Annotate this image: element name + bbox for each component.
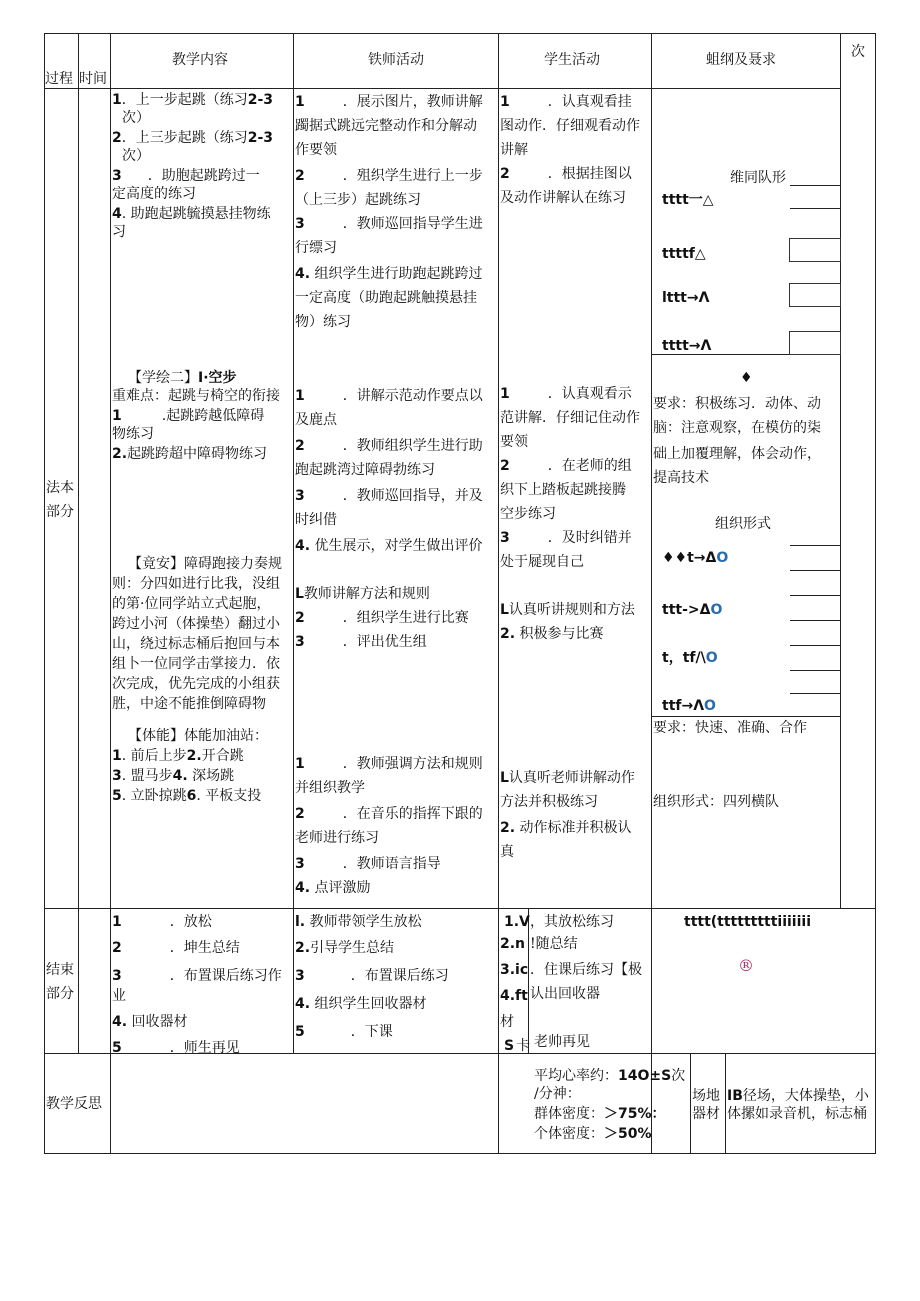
- text: ．教师组织学生进行助: [342, 438, 483, 454]
- num: L: [500, 770, 509, 786]
- text: 优生展示，对学生做出评价: [310, 538, 483, 554]
- text: 教师讲解方法和规则: [303, 586, 430, 602]
- text: ．放松: [169, 914, 212, 930]
- text: 材: [500, 1014, 514, 1030]
- num: 2.: [112, 446, 128, 462]
- ending-formation: tttt(tttttttttiiiiiii: [684, 914, 811, 930]
- text: ．上一步起跳（练习: [121, 92, 248, 108]
- text: /分神：: [534, 1086, 581, 1102]
- num: 2: [295, 806, 305, 822]
- col-rule-3: [293, 33, 294, 1053]
- text: ．及时纠错并: [547, 530, 632, 546]
- num: 1: [500, 386, 510, 402]
- text: . 立卧掠跳: [121, 788, 187, 804]
- text: 积极参与比赛: [515, 626, 604, 642]
- text: 平均心率约：: [534, 1068, 618, 1084]
- num: 4.: [295, 880, 311, 896]
- text: 习: [112, 224, 126, 240]
- num: 1: [295, 388, 305, 404]
- num: L: [295, 586, 304, 602]
- col-rule-5b: [690, 1053, 691, 1153]
- blank-line: [790, 570, 840, 571]
- blank-line: [790, 208, 840, 209]
- value: ＞75%：: [604, 1106, 666, 1122]
- formation-title: 维同队形: [730, 170, 786, 186]
- num: 5: [295, 1024, 305, 1040]
- text: 重难点：起跳与椅空的衔接: [112, 388, 280, 404]
- text: I·空步: [198, 370, 237, 386]
- col-rule-0: [44, 33, 45, 1153]
- num: 2-3: [247, 130, 274, 146]
- text: . 盟马步: [121, 768, 173, 784]
- text: 老帅再见: [534, 1034, 590, 1050]
- num: 2: [500, 166, 510, 182]
- text: 认真听老师讲解动作: [508, 770, 635, 786]
- num: 1: [295, 94, 305, 110]
- code: 3.ic: [500, 962, 529, 978]
- num: l.: [295, 914, 306, 930]
- reflection-label: 教学反思: [46, 1096, 102, 1112]
- text: 要求：积极练习．动体、动: [653, 396, 821, 412]
- text: 组织学生回收器材: [310, 996, 427, 1012]
- num: 3: [500, 530, 510, 546]
- text: 组卜一位同学击掌接力．依: [112, 656, 280, 672]
- col-rule-7: [875, 33, 876, 1153]
- text: 群体密度：: [534, 1106, 604, 1122]
- text: 组织学生进行助跑起跳跨过: [310, 266, 483, 282]
- text: 次）: [122, 110, 150, 126]
- col-rule-4: [498, 33, 499, 1153]
- num: 3: [295, 216, 305, 232]
- header-organization: 蛆纲及聂求: [706, 52, 776, 68]
- text: 空步练习: [500, 506, 556, 522]
- text: .起跳跨越低障碍: [161, 408, 265, 424]
- header-student-activity: 学生活动: [544, 52, 600, 68]
- num: 1: [112, 748, 122, 764]
- code: 4.ft: [500, 988, 528, 1004]
- num: 4.: [295, 266, 311, 282]
- text: ．上三步起跳（练习: [121, 130, 248, 146]
- text: 回收器材: [127, 1014, 188, 1030]
- table-border-bottom: [44, 1153, 876, 1154]
- text: 跨过小河（体操垫）翻过小: [112, 616, 280, 632]
- num: 1: [295, 756, 305, 772]
- header-time: 时间: [79, 71, 107, 87]
- num: 4.: [295, 996, 311, 1012]
- blank-line: [790, 545, 840, 546]
- text: 并组织教学: [295, 780, 365, 796]
- formation-row: lttt→Λ: [662, 290, 710, 306]
- org-d-form: 组织形式：四列横队: [653, 794, 779, 810]
- text: 作要领: [295, 142, 337, 158]
- blank-line: [790, 185, 840, 186]
- value: 14O±S: [618, 1068, 672, 1084]
- text: 讲解: [500, 142, 528, 158]
- basic-label-line-2: 部分: [46, 504, 74, 520]
- text: 方法并积极练习: [500, 794, 598, 810]
- text: ．评出优生组: [342, 634, 427, 650]
- blank-line: [790, 645, 840, 646]
- blank-box: [789, 331, 841, 355]
- registered-mark-icon: ®: [738, 956, 754, 975]
- text: 时纠借: [295, 512, 337, 528]
- num: 6: [186, 788, 197, 804]
- num: 2-3: [247, 92, 274, 108]
- table-border-top: [44, 33, 876, 34]
- text: 次完成，优先完成的小组获: [112, 676, 280, 692]
- text: 老师进行练习: [295, 830, 379, 846]
- text: ，其放松练习: [530, 914, 614, 930]
- text: 的第·位同学站立式起胞，: [112, 596, 271, 612]
- num: 3: [295, 968, 305, 984]
- ending-label-line-2: 部分: [46, 986, 74, 1002]
- text: 【体能】体能加油站：: [128, 728, 268, 744]
- text: 提高技术: [653, 470, 709, 486]
- circle-icon: O: [704, 698, 716, 714]
- text: ．下课: [350, 1024, 393, 1040]
- formation-row: tttt一△: [662, 192, 714, 208]
- text: ．展示图片，教师讲解: [342, 94, 483, 110]
- num: 4.: [172, 768, 188, 784]
- num: 2.: [295, 940, 311, 956]
- col-rule-5: [651, 33, 652, 1153]
- num: 1: [500, 94, 510, 110]
- text: . 助跑起跳毓摸悬挂物练: [121, 206, 271, 222]
- bullet-icon: ♦: [740, 370, 753, 386]
- value: ＞50%: [604, 1126, 652, 1142]
- text: 物练习: [112, 426, 154, 442]
- text: （上三步）起跳练习: [295, 192, 421, 208]
- formation-row: ttttf△: [662, 246, 706, 262]
- num: 4.: [112, 1014, 128, 1030]
- text: t，tf/\: [662, 650, 706, 666]
- blank-box: [789, 238, 841, 262]
- num: 2.: [500, 820, 516, 836]
- num: 2: [112, 130, 122, 146]
- num: 1: [112, 914, 122, 930]
- text: ．认真观看挂: [547, 94, 632, 110]
- text: ．根据挂图以: [547, 166, 632, 182]
- text: ．坤生总结: [169, 940, 240, 956]
- num: 2: [112, 940, 122, 956]
- circle-icon: O: [716, 550, 729, 566]
- text: 引导学生总结: [310, 940, 395, 956]
- text: ．在音乐的指挥下跟的: [342, 806, 483, 822]
- basic-section-rule: [44, 908, 876, 909]
- text: ．认真观看示: [547, 386, 632, 402]
- text: 跑起跳湾过障碍勃练习: [295, 462, 435, 478]
- text: 山，绕过标志桶后抱回与本: [112, 636, 280, 652]
- venue-line-1: 径场，大体操垫，小: [742, 1088, 869, 1104]
- text: . 平板支投: [196, 788, 262, 804]
- text: ttt->Δ: [662, 602, 711, 618]
- circle-icon: O: [710, 602, 723, 618]
- num: L: [500, 602, 509, 618]
- code: 1.V: [504, 914, 530, 930]
- formation-row: tttt→Λ: [662, 338, 712, 354]
- text: 教师带领学生放松: [305, 914, 422, 930]
- text: ．殂织学生进行上一步: [342, 168, 483, 184]
- text: ．布置课后练习: [350, 968, 449, 984]
- text: 次: [671, 1068, 686, 1084]
- text: 胜，中途不能推倒障碍物: [112, 696, 266, 712]
- text: 物）练习: [295, 314, 351, 330]
- header-process: 过程: [45, 71, 73, 87]
- text: 及动作讲解认在练习: [500, 190, 626, 206]
- text: 【学绘二】: [128, 370, 198, 386]
- num: 4: [112, 206, 122, 222]
- num: 3: [112, 768, 122, 784]
- ending-label-line-1: 结束: [46, 962, 74, 978]
- venue-line-2: 体摞如录音机，标志桶: [727, 1106, 867, 1122]
- text: 个体密度：: [534, 1126, 604, 1142]
- blank-box: [789, 283, 841, 307]
- text: !随总结: [530, 936, 578, 952]
- blank-line: [790, 670, 840, 671]
- text: 要领: [500, 434, 528, 450]
- text: 织下上踏板起跳接腾: [500, 482, 626, 498]
- num: 1: [112, 408, 122, 424]
- num: 3: [295, 488, 305, 504]
- col-rule-1: [78, 33, 79, 1053]
- num: 5: [112, 788, 122, 804]
- text: ．在老师的组: [547, 458, 632, 474]
- text: 则：分四如进行比我，没组: [112, 576, 280, 592]
- num: 3: [295, 634, 305, 650]
- text: 动作标准并积极认: [515, 820, 632, 836]
- text: 次）: [122, 148, 150, 164]
- venue-label-2: 器材: [692, 1106, 720, 1122]
- text: 卡: [516, 1038, 530, 1054]
- header-times: 次: [851, 44, 865, 60]
- text: 认真听讲规则和方法: [508, 602, 635, 618]
- num: 5: [112, 1040, 122, 1056]
- blank-line: [790, 693, 840, 694]
- text: ．讲解示范动作要点以: [342, 388, 483, 404]
- col-rule-5c: [725, 1053, 726, 1153]
- text: ♦♦t→Δ: [662, 550, 717, 566]
- num: 2: [500, 458, 510, 474]
- text: ．助胞起跳跨过一: [147, 168, 260, 184]
- num: 2.: [186, 748, 202, 764]
- text: 础上加覆理解，体会动作，: [653, 446, 821, 462]
- text: ．师生再见: [169, 1040, 240, 1056]
- text: 点评激励: [310, 880, 371, 896]
- text: 一定高度（助跑起跳触摸悬挂: [295, 290, 477, 306]
- col-rule-6: [840, 33, 841, 908]
- text: 【竟安】障碍跑接力奏规: [128, 556, 282, 572]
- num: 2: [295, 168, 305, 184]
- code: 2.n: [500, 936, 526, 952]
- blank-line: [790, 620, 840, 621]
- text: 开合跳: [201, 748, 244, 764]
- text: 起跳跨超中障碍物练习: [127, 446, 268, 462]
- num: 4.: [295, 538, 311, 554]
- text: 及鹿点: [295, 412, 337, 428]
- num: 3: [112, 168, 122, 184]
- formation-title: 组织形式: [715, 516, 771, 532]
- num: 2: [295, 438, 305, 454]
- text: 脑：注意观察，在模仿的柒: [653, 420, 821, 436]
- text: 定高度的练习: [112, 186, 196, 202]
- col-rule-2: [110, 33, 111, 1153]
- text: 图动作．仔细观看动作: [500, 118, 640, 134]
- num: 2.: [500, 626, 516, 642]
- text: . 前后上步: [121, 748, 187, 764]
- text: 认出回收器: [530, 986, 600, 1002]
- text: ttf→Λ: [662, 698, 705, 714]
- text: ．组织学生进行比赛: [342, 610, 469, 626]
- text: ．教师语言指导: [342, 856, 441, 872]
- header-content: 教学内容: [172, 52, 228, 68]
- org-d-requirement: 要求：快速、准确、合作: [653, 720, 807, 736]
- venue-label-1: 场地: [692, 1088, 720, 1104]
- num: 3: [295, 856, 305, 872]
- text: 深场跳: [187, 768, 235, 784]
- code: S: [504, 1038, 515, 1054]
- num: 1: [112, 92, 122, 108]
- num: 2: [295, 610, 305, 626]
- text: ．教师巡回指导，并及: [342, 488, 483, 504]
- text: ．布置课后练习作: [169, 968, 282, 984]
- venue-code: IB: [727, 1088, 743, 1104]
- text: 躅据式跳远完整动作和分解动: [295, 118, 477, 134]
- text: 行缥习: [295, 240, 337, 256]
- text: ．教师强调方法和规则: [342, 756, 483, 772]
- text: ．教师巡回指导学生进: [342, 216, 483, 232]
- text: ．住课后练习【极: [530, 962, 642, 978]
- num: 3: [112, 968, 122, 984]
- text: 真: [500, 844, 514, 860]
- blank-line: [790, 595, 840, 596]
- text: 处于屣现自己: [500, 554, 584, 570]
- circle-icon: O: [705, 650, 718, 666]
- text: 范讲解．仔细记住动作: [500, 410, 640, 426]
- basic-label-line-1: 法本: [46, 480, 74, 496]
- text: 业: [112, 988, 126, 1004]
- header-teacher-activity: 铁师活动: [368, 52, 424, 68]
